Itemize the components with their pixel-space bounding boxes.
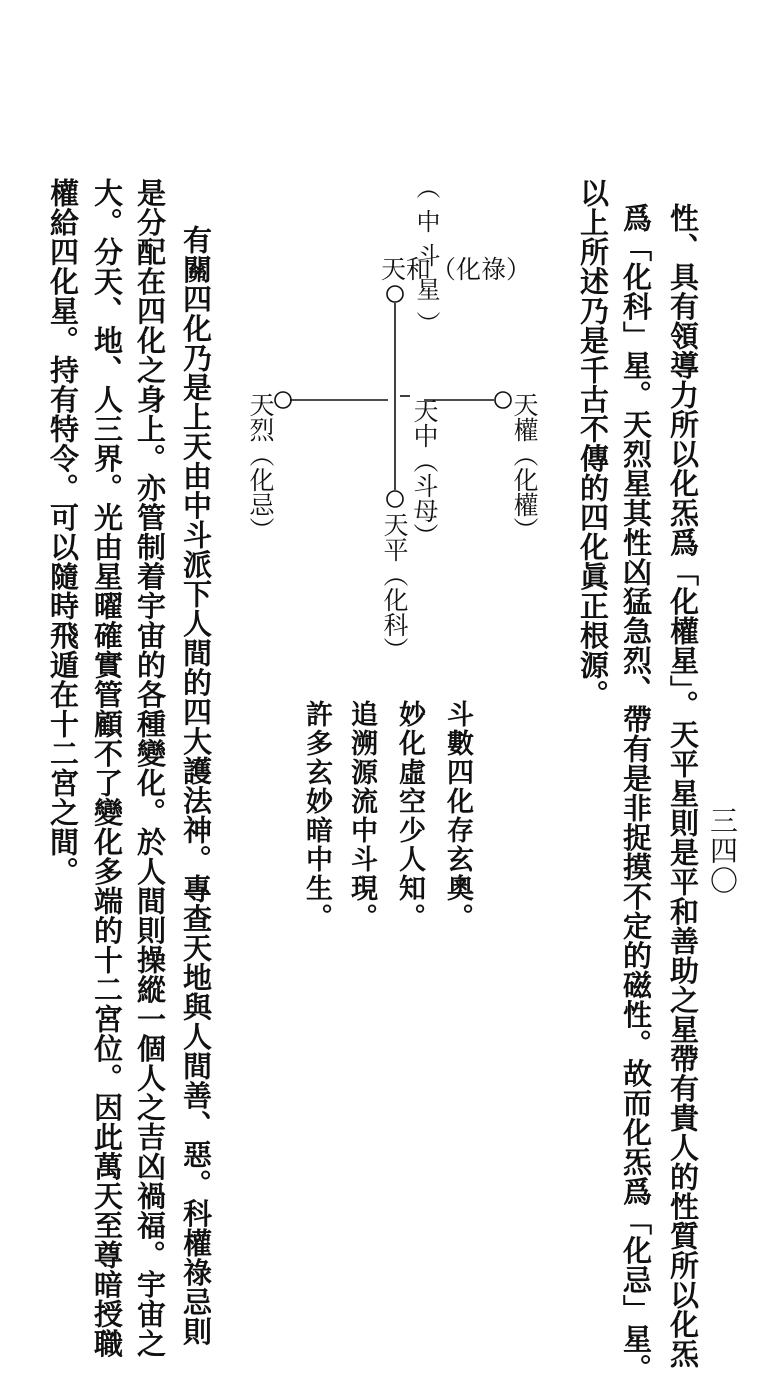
node-left-label: 天烈（化忌） [246,392,275,542]
node-top-label: 天和（化祿） [381,255,532,284]
node-bottom-circle [387,491,403,507]
node-right-label: 天權（化權） [510,392,539,542]
poem-line-3: 追溯源流中斗現。 [346,700,377,932]
text-column-3: 以上所述乃是千古不傳的四化眞正根源。 [576,178,610,709]
poem-line-2: 妙化虛空少人知。 [394,700,425,932]
poem-line-4: 許多玄妙暗中生。 [301,700,332,932]
node-right-circle [495,392,511,408]
page-number: 三四〇 [706,806,739,896]
text-column-5: 是分配在四化之身上。亦管制着宇宙的各種變化。於人間則操縱一個人之吉凶禍福。宇宙之 [133,178,167,1358]
node-left-circle [275,392,291,408]
node-center-label: 天中（斗母） [410,398,439,548]
text-column-1: 性、具有領導力所以化炁爲「化權星」。天平星則是平和善助之星帶有貴人的性質所以化炁 [666,203,700,1369]
text-column-2: 爲「化科」星。天烈星其性凶猛急烈、帶有是非捉摸不定的磁性。故而化炁爲「化忌」星。 [619,203,653,1383]
text-column-7: 權給四化星。持有特令。可以隨時飛遁在十二宮之間。 [46,178,80,886]
text-column-4: 有關四化乃是上天由中斗派下人間的四大護法神。專查天地與人間善、惡。科權祿忌則 [179,225,213,1346]
text-column-6: 大。分天、地、人三界。光由星曜確實管顧不了變化多端的十二宮位。因此萬天至尊暗授職 [90,178,124,1358]
node-top-circle [387,286,403,302]
diagram-title: （中斗星） [412,175,440,345]
poem-line-1: 斗數四化存玄奧。 [442,700,473,932]
node-bottom-label: 天平（化科） [380,512,409,662]
